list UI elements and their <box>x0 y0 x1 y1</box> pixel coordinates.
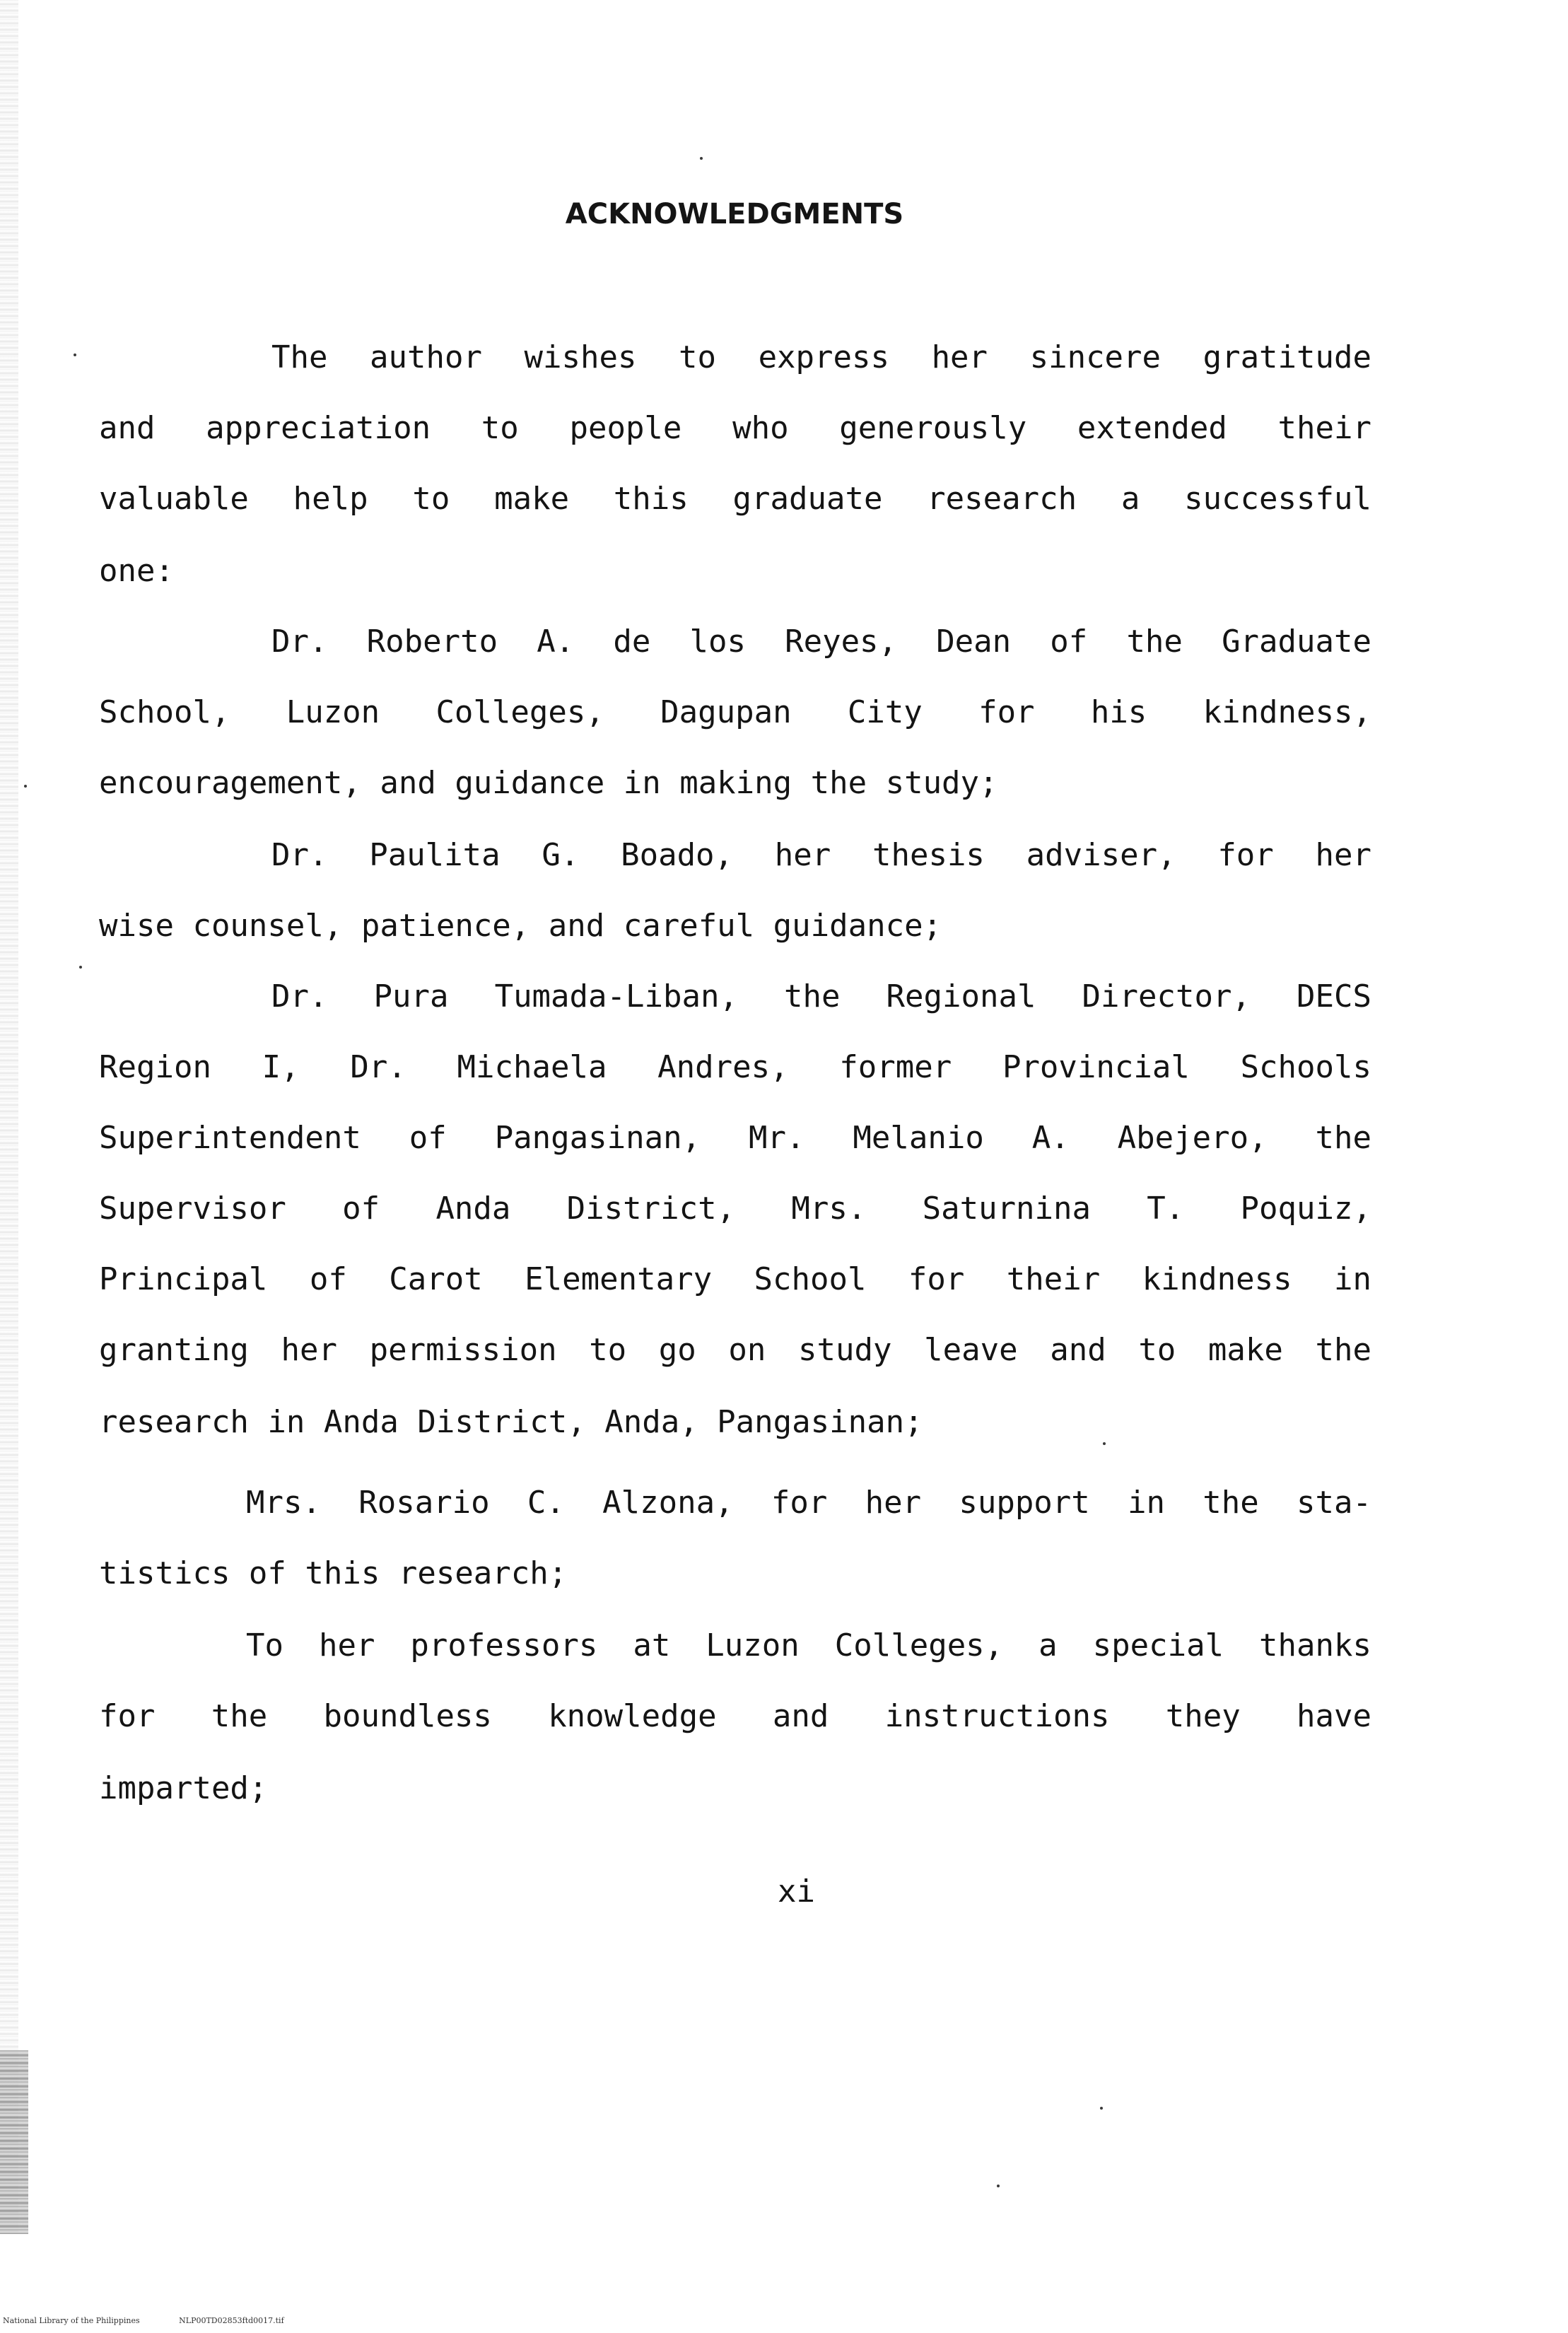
footer-library: National Library of the Philippines <box>3 2316 140 2325</box>
scan-edge-shadow <box>0 0 18 2234</box>
scan-footer <box>3 2316 321 2325</box>
text-line: Region I, Dr. Michaela Andres, former Provincial Schools <box>99 1049 1371 1085</box>
text-line: research in Anda District, Anda, Pangasinan; <box>99 1404 923 1440</box>
text-line: Dr. Pura Tumada-Liban, the Regional Director, DECS <box>271 978 1371 1015</box>
text-line: The author wishes to express her sincere gratitude <box>271 339 1371 375</box>
text-line: Superintendent of Pangasinan, Mr. Melanio A. Abejero, the <box>99 1120 1371 1156</box>
text-line: valuable help to make this graduate research a successful <box>99 481 1371 517</box>
page-number: xi <box>778 1873 815 1910</box>
scan-speck <box>24 785 27 788</box>
text-line: wise counsel, patience, and careful guidance; <box>99 908 942 944</box>
scan-edge-dark-patch <box>0 2050 28 2234</box>
text-line: Principal of Carot Elementary School for their kindness in <box>99 1261 1371 1297</box>
text-line: tistics of this research; <box>99 1555 568 1591</box>
scan-speck <box>79 966 82 969</box>
scan-speck <box>700 157 703 160</box>
scan-speck <box>74 353 76 356</box>
text-line: encouragement, and guidance in making the study; <box>99 765 998 801</box>
scan-speck <box>997 2185 1000 2187</box>
page-title: ACKNOWLEDGMENTS <box>565 198 904 230</box>
text-line: Dr. Paulita G. Boado, her thesis adviser, for her <box>271 837 1371 873</box>
scan-speck <box>1103 1442 1106 1445</box>
text-line: and appreciation to people who generously extended their <box>99 410 1371 446</box>
text-line: Mrs. Rosario C. Alzona, for her support in the sta- <box>246 1485 1371 1521</box>
text-line: imparted; <box>99 1770 268 1806</box>
text-line: School, Luzon Colleges, Dagupan City for his kindness, <box>99 694 1371 730</box>
text-line: granting her permission to go on study leave and to make the <box>99 1332 1371 1368</box>
text-line: one: <box>99 553 174 589</box>
text-line: Dr. Roberto A. de los Reyes, Dean of the Graduate <box>271 624 1371 660</box>
footer-file: NLP00TD02853ftd0017.tif <box>179 2316 284 2325</box>
text-line: Supervisor of Anda District, Mrs. Saturnina T. Poquiz, <box>99 1191 1371 1227</box>
scan-speck <box>1100 2107 1103 2110</box>
text-line: for the boundless knowledge and instructions they have <box>99 1698 1371 1734</box>
text-line: To her professors at Luzon Colleges, a special thanks <box>246 1627 1371 1663</box>
